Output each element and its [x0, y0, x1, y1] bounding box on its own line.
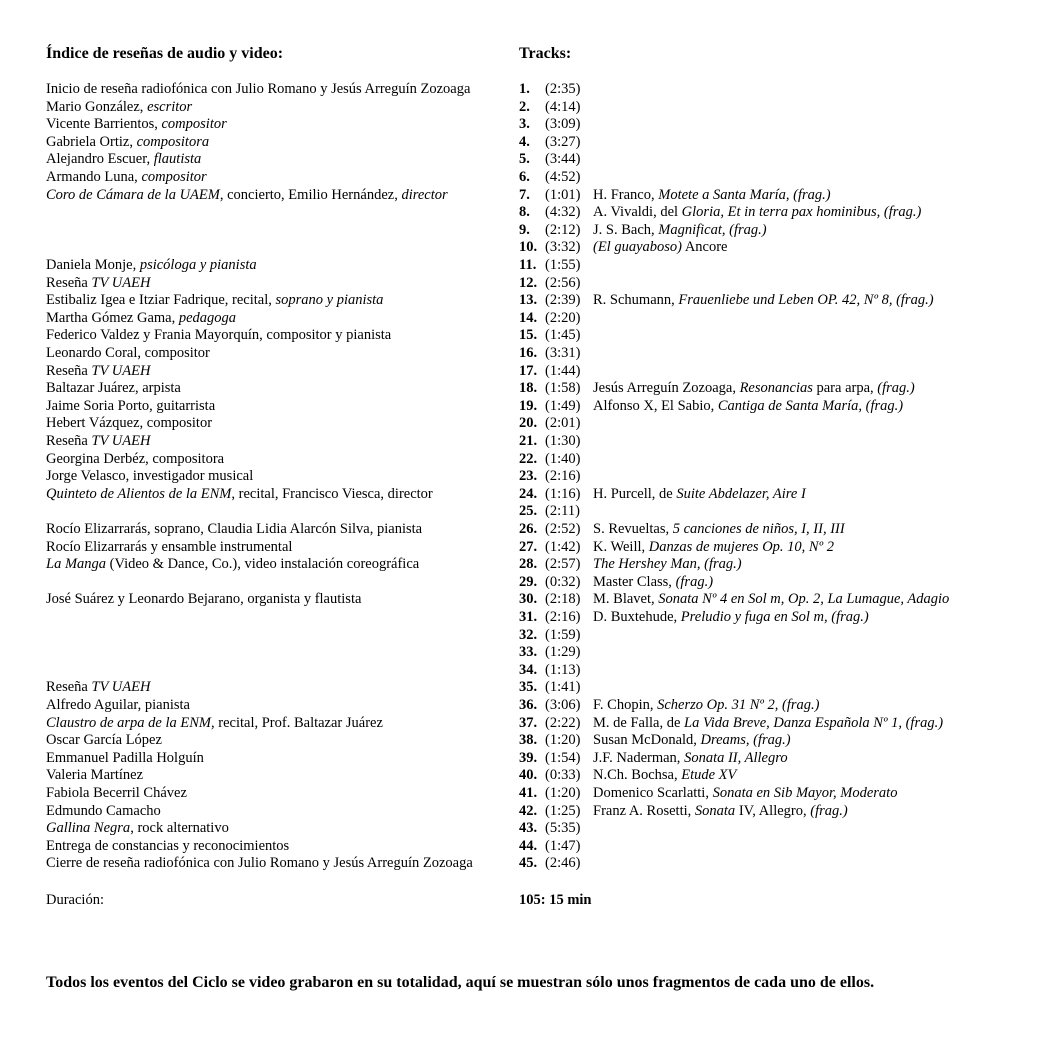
track-row	[0, 627, 1061, 645]
track-description	[46, 169, 207, 187]
track-duration: (1:44)	[545, 362, 581, 379]
track-number: 42.	[519, 802, 538, 819]
track-description	[46, 310, 236, 328]
piece-segment: Dreams, (frag.)	[700, 732, 791, 749]
track-piece	[593, 574, 713, 592]
track-row	[0, 486, 1061, 504]
description-segment: Alejandro Escuer,	[46, 151, 154, 168]
description-segment: compositora	[136, 133, 210, 150]
track-row	[0, 644, 1061, 662]
track-row	[0, 591, 1061, 609]
track-number: 45.	[519, 855, 538, 872]
description-segment: , recital, Prof. Baltazar Juárez	[211, 714, 383, 731]
description-segment: Baltazar Juárez, arpista	[46, 380, 181, 397]
track-piece	[593, 609, 869, 627]
track-row	[0, 187, 1061, 205]
track-piece	[593, 732, 791, 750]
track-duration: (1:59)	[545, 626, 581, 643]
piece-segment: Gloria, Et in terra pax hominibus, (frag.)	[681, 204, 922, 221]
piece-segment: M. Blavet,	[593, 591, 659, 608]
track-number: 12.	[519, 274, 538, 291]
index-heading: Índice de reseñas de audio y video:	[46, 45, 284, 62]
description-segment: Oscar García López	[46, 732, 162, 749]
track-description	[46, 820, 229, 838]
piece-segment: S. Revueltas,	[593, 521, 673, 537]
track-row	[0, 345, 1061, 363]
description-segment: escritor	[147, 98, 193, 115]
track-duration: (2:22)	[545, 714, 581, 731]
description-segment: Valeria Martínez	[46, 767, 144, 784]
track-number: 33.	[519, 644, 538, 661]
track-row	[0, 81, 1061, 99]
track-duration: (3:32)	[545, 239, 581, 256]
track-duration: (4:52)	[545, 169, 581, 185]
track-number: 10.	[519, 239, 538, 256]
piece-segment: (El guayaboso)	[593, 239, 682, 256]
track-number: 44.	[519, 837, 538, 854]
track-duration: (3:31)	[545, 345, 581, 361]
track-number: 18.	[519, 380, 538, 397]
track-description	[46, 134, 209, 152]
track-description	[46, 803, 161, 821]
track-duration: (3:27)	[545, 133, 581, 150]
track-duration: (1:13)	[545, 661, 581, 678]
track-row	[0, 803, 1061, 821]
description-segment: Jaime Soria Porto, guitarrista	[46, 397, 216, 414]
piece-segment: (frag.)	[810, 802, 848, 819]
track-number: 39.	[519, 749, 538, 766]
description-segment: Georgina Derbéz, compositora	[46, 450, 225, 467]
track-row	[0, 556, 1061, 574]
track-piece	[593, 204, 921, 222]
track-description	[46, 99, 192, 117]
track-piece	[593, 486, 806, 504]
description-segment: , recital, Francisco Viesca, director	[231, 485, 433, 502]
track-number: 4.	[519, 133, 530, 150]
track-number: 19.	[519, 397, 538, 414]
description-segment: Armando Luna,	[46, 169, 142, 185]
track-number: 14.	[519, 309, 538, 326]
track-piece	[593, 292, 934, 310]
track-number: 43.	[519, 820, 538, 837]
description-segment: TV UAEH	[91, 679, 151, 696]
piece-segment: Resonancias	[739, 380, 813, 397]
piece-segment: Jesús Arreguín Zozoaga,	[593, 380, 740, 397]
track-number: 22.	[519, 450, 538, 467]
track-description	[46, 855, 473, 873]
track-piece	[593, 767, 736, 785]
track-number: 16.	[519, 345, 538, 361]
track-number: 27.	[519, 538, 538, 555]
track-row	[0, 415, 1061, 433]
piece-segment: Ancore	[682, 239, 728, 256]
track-duration: (1:20)	[545, 732, 581, 749]
track-duration: (2:16)	[545, 609, 581, 625]
track-description	[46, 257, 257, 275]
track-duration: (1:55)	[545, 257, 581, 273]
description-segment: Gabriela Ortiz,	[46, 133, 137, 150]
piece-segment: K. Weill,	[593, 538, 649, 555]
description-segment: Reseña	[46, 433, 92, 449]
description-segment: José Suárez y Leonardo Bejarano, organista y flautista	[46, 591, 362, 608]
track-piece	[593, 785, 897, 803]
piece-segment: J. S. Bach,	[593, 221, 659, 238]
description-segment: Coro de Cámara de la UAEM	[46, 186, 220, 203]
piece-segment: Sonata en Sib Mayor, Moderato	[712, 785, 898, 801]
track-row	[0, 609, 1061, 627]
track-duration: (3:06)	[545, 697, 581, 713]
piece-segment: F. Chopin,	[593, 697, 658, 713]
track-piece	[593, 521, 845, 539]
description-segment: Entrega de constancias y reconocimientos	[46, 837, 290, 854]
description-segment: Jorge Velasco, investigador musical	[46, 468, 254, 485]
track-description	[46, 187, 448, 205]
piece-segment: R. Schumann,	[593, 292, 679, 309]
track-row	[0, 838, 1061, 856]
track-number: 36.	[519, 697, 538, 713]
track-duration: (1:40)	[545, 450, 581, 467]
track-piece	[593, 222, 767, 240]
piece-segment: 5 canciones de niños, I, II, III	[672, 521, 845, 537]
track-description	[46, 838, 289, 856]
description-segment: Alfredo Aguilar, pianista	[46, 697, 190, 713]
track-number: 23.	[519, 468, 538, 485]
track-row	[0, 820, 1061, 838]
track-number: 2.	[519, 98, 530, 115]
track-description	[46, 398, 215, 416]
piece-segment: Danzas de mujeres Op. 10, Nº 2	[648, 538, 834, 555]
track-number: 21.	[519, 433, 538, 449]
piece-segment: Motete a Santa María, (frag.)	[658, 186, 831, 203]
track-duration: (1:58)	[545, 380, 581, 397]
track-description	[46, 486, 433, 504]
track-row	[0, 398, 1061, 416]
description-segment: (Video & Dance, Co.), video instalación coreográfica	[106, 556, 420, 573]
track-number: 7.	[519, 186, 530, 203]
description-segment: Estibaliz Igea e Itziar Fadrique, recital,	[46, 292, 276, 309]
track-number: 34.	[519, 661, 538, 678]
piece-segment: A. Vivaldi, del	[593, 204, 682, 221]
track-duration: (3:09)	[545, 116, 581, 133]
track-number: 15.	[519, 327, 538, 344]
track-duration: (1:41)	[545, 679, 581, 696]
track-duration: (1:20)	[545, 785, 581, 801]
piece-segment: Preludio y fuga en Sol m, (frag.)	[680, 609, 869, 625]
track-description	[46, 275, 150, 293]
piece-segment: Alfonso X, El Sabio,	[593, 397, 718, 414]
track-description	[46, 539, 292, 557]
track-description	[46, 380, 181, 398]
description-segment: Vicente Barrientos,	[46, 116, 162, 133]
description-segment: Daniela Monje,	[46, 257, 140, 273]
duration-label: Duración:	[46, 892, 104, 908]
track-row	[0, 116, 1061, 134]
track-duration: (4:14)	[545, 98, 581, 115]
track-row	[0, 732, 1061, 750]
track-number: 40.	[519, 767, 538, 784]
track-number: 3.	[519, 116, 530, 133]
track-piece	[593, 556, 742, 574]
track-description	[46, 327, 391, 345]
track-number: 20.	[519, 415, 538, 432]
track-description	[46, 433, 150, 451]
description-segment: Claustro de arpa de la ENM	[46, 714, 212, 731]
track-duration: (2:01)	[545, 415, 581, 432]
description-segment: Emmanuel Padilla Holguín	[46, 749, 204, 766]
track-description	[46, 785, 187, 803]
track-description	[46, 591, 361, 609]
track-piece	[593, 697, 819, 715]
track-row	[0, 380, 1061, 398]
track-description	[46, 151, 201, 169]
track-row	[0, 679, 1061, 697]
track-description	[46, 679, 150, 697]
piece-segment: Franz A. Rosetti,	[593, 802, 695, 819]
track-duration: (1:47)	[545, 837, 581, 854]
track-duration: (2:20)	[545, 309, 581, 326]
piece-segment: Suite Abdelazer, Aire I	[676, 485, 806, 502]
description-segment: TV UAEH	[91, 274, 151, 291]
track-number: 24.	[519, 485, 538, 502]
track-row	[0, 503, 1061, 521]
description-segment: Rocío Elizarrarás, soprano, Claudia Lidia Alarcón Silva, pianista	[46, 521, 423, 537]
track-number: 5.	[519, 151, 530, 168]
track-piece	[593, 398, 903, 416]
description-segment: Reseña	[46, 362, 92, 379]
piece-segment: The Hershey Man, (frag.)	[593, 556, 742, 573]
description-segment: Fabiola Becerril Chávez	[46, 785, 187, 801]
piece-segment: (frag.)	[877, 380, 915, 397]
track-description	[46, 468, 253, 486]
track-duration: (0:33)	[545, 767, 581, 784]
track-row	[0, 363, 1061, 381]
track-piece	[593, 380, 915, 398]
track-duration: (1:01)	[545, 186, 581, 203]
description-segment: Federico Valdez y Frania Mayorquín, compositor y pianista	[46, 327, 392, 344]
track-piece	[593, 539, 834, 557]
track-duration: (1:16)	[545, 485, 581, 502]
description-segment: Edmundo Camacho	[46, 802, 161, 819]
track-description	[46, 556, 419, 574]
track-piece	[593, 803, 848, 821]
track-number: 35.	[519, 679, 538, 696]
track-row	[0, 151, 1061, 169]
track-number: 9.	[519, 221, 530, 238]
description-segment: Gallina Negra	[46, 820, 131, 837]
piece-segment: Magnificat, (frag.)	[658, 221, 767, 238]
track-number: 29.	[519, 573, 538, 590]
track-description	[46, 116, 227, 134]
track-row	[0, 662, 1061, 680]
description-segment: TV UAEH	[91, 433, 151, 449]
piece-segment: N.Ch. Bochsa,	[593, 767, 682, 784]
track-duration: (5:35)	[545, 820, 581, 837]
track-description	[46, 732, 162, 750]
track-row	[0, 697, 1061, 715]
description-segment: compositor	[141, 169, 207, 185]
description-segment: flautista	[153, 151, 202, 168]
track-piece	[593, 750, 788, 768]
track-row	[0, 750, 1061, 768]
track-number: 41.	[519, 785, 538, 801]
track-number: 30.	[519, 591, 538, 608]
track-description	[46, 767, 143, 785]
track-number: 37.	[519, 714, 538, 731]
track-row	[0, 99, 1061, 117]
piece-segment: IV, Allegro,	[735, 802, 811, 819]
track-description	[46, 697, 190, 715]
track-duration: (1:29)	[545, 644, 581, 661]
track-row	[0, 715, 1061, 733]
track-number: 38.	[519, 732, 538, 749]
description-segment: Reseña	[46, 679, 92, 696]
duration-value: 105: 15 min	[519, 892, 592, 908]
track-number: 31.	[519, 609, 538, 625]
track-row	[0, 574, 1061, 592]
piece-segment: Susan McDonald,	[593, 732, 701, 749]
track-row	[0, 451, 1061, 469]
description-segment: pedagoga	[178, 309, 237, 326]
description-segment: Inicio de reseña radiofónica con Julio Romano y Jesús Arreguín Zozoaga	[46, 81, 471, 97]
track-duration: (2:12)	[545, 221, 581, 238]
track-duration: (1:30)	[545, 433, 581, 449]
description-segment: TV UAEH	[91, 362, 151, 379]
piece-segment: Cantiga de Santa María, (frag.)	[717, 397, 904, 414]
track-number: 11.	[519, 257, 537, 273]
track-piece	[593, 187, 831, 205]
track-number: 8.	[519, 204, 530, 221]
track-duration: (2:57)	[545, 556, 581, 573]
description-segment: psicóloga y pianista	[139, 257, 257, 273]
track-row	[0, 275, 1061, 293]
piece-segment: H. Franco,	[593, 186, 659, 203]
track-duration: (1:42)	[545, 538, 581, 555]
description-segment: compositor	[161, 116, 227, 133]
track-number: 17.	[519, 362, 538, 379]
track-description	[46, 81, 470, 99]
piece-segment: H. Purcell, de	[593, 485, 677, 502]
track-row	[0, 292, 1061, 310]
piece-segment: La Vida Breve, Danza Española Nº 1, (frag.)	[684, 714, 944, 731]
track-row	[0, 433, 1061, 451]
track-duration: (2:46)	[545, 855, 581, 872]
piece-segment: D. Buxtehude,	[593, 609, 681, 625]
track-row	[0, 222, 1061, 240]
track-duration: (4:32)	[545, 204, 581, 221]
track-row	[0, 539, 1061, 557]
track-description	[46, 521, 422, 539]
piece-segment: Sonata	[694, 802, 736, 819]
footer-note: Todos los eventos del Ciclo se video grabaron en su totalidad, aquí se muestran sólo unos fragmentos de cada uno de ellos.	[46, 974, 875, 991]
description-segment: Leonardo Coral, compositor	[46, 345, 210, 361]
piece-segment: Domenico Scarlatti,	[593, 785, 713, 801]
track-duration: (1:45)	[545, 327, 581, 344]
track-duration: (2:39)	[545, 292, 581, 309]
track-piece	[593, 591, 949, 609]
track-row	[0, 204, 1061, 222]
track-duration: (0:32)	[545, 573, 581, 590]
track-description	[46, 451, 224, 469]
description-segment: Cierre de reseña radiofónica con Julio Romano y Jesús Arreguín Zozoaga	[46, 855, 473, 872]
description-segment: director	[401, 186, 448, 203]
track-row	[0, 134, 1061, 152]
description-segment: Martha Gómez Gama,	[46, 309, 179, 326]
track-number: 26.	[519, 521, 538, 537]
description-segment: soprano y pianista	[275, 292, 384, 309]
track-number: 28.	[519, 556, 538, 573]
track-duration: (2:35)	[545, 81, 581, 97]
track-row	[0, 767, 1061, 785]
track-number: 6.	[519, 169, 530, 185]
track-number: 13.	[519, 292, 538, 309]
track-number: 32.	[519, 626, 538, 643]
description-segment: Hebert Vázquez, compositor	[46, 415, 213, 432]
track-duration: (2:18)	[545, 591, 581, 608]
description-segment: , concierto, Emilio Hernández,	[219, 186, 402, 203]
track-description	[46, 363, 150, 381]
track-row	[0, 257, 1061, 275]
piece-segment: Frauenliebe und Leben OP. 42, Nº 8, (frag.)	[678, 292, 934, 309]
track-description	[46, 715, 383, 733]
description-segment: Mario González,	[46, 98, 148, 115]
piece-segment: J.F. Naderman,	[593, 749, 685, 766]
piece-segment: Master Class,	[593, 573, 676, 590]
track-description	[46, 415, 212, 433]
track-duration: (1:25)	[545, 802, 581, 819]
track-row	[0, 169, 1061, 187]
track-duration: (2:56)	[545, 274, 581, 291]
track-duration: (3:44)	[545, 151, 581, 168]
description-segment: Rocío Elizarrarás y ensamble instrumental	[46, 538, 293, 555]
track-row	[0, 468, 1061, 486]
piece-segment: Sonata Nº 4 en Sol m, Op. 2, La Lumague, Adagio	[658, 591, 950, 608]
piece-segment: Sonata II, Allegro	[684, 749, 788, 766]
track-description	[46, 750, 204, 768]
track-duration: (2:11)	[545, 503, 580, 520]
description-segment: Quinteto de Alientos de la ENM	[46, 485, 232, 502]
track-piece	[593, 715, 943, 733]
piece-segment: para arpa,	[812, 380, 878, 397]
tracks-heading: Tracks:	[519, 45, 572, 62]
track-row	[0, 310, 1061, 328]
description-segment: Reseña	[46, 274, 92, 291]
track-row	[0, 521, 1061, 539]
piece-segment: M. de Falla, de	[593, 714, 685, 731]
piece-segment: (frag.)	[675, 573, 714, 590]
description-segment: , rock alternativo	[130, 820, 229, 837]
track-description	[46, 292, 383, 310]
track-row	[0, 785, 1061, 803]
track-piece	[593, 239, 728, 257]
description-segment: La Manga	[46, 556, 107, 573]
track-duration: (2:52)	[545, 521, 581, 537]
piece-segment: Etude XV	[681, 767, 737, 784]
track-description	[46, 345, 210, 363]
track-number: 1.	[519, 81, 530, 97]
track-row	[0, 239, 1061, 257]
track-duration: (1:49)	[545, 397, 581, 414]
track-duration: (2:16)	[545, 468, 581, 485]
track-row	[0, 327, 1061, 345]
track-duration: (1:54)	[545, 749, 581, 766]
piece-segment: Scherzo Op. 31 Nº 2, (frag.)	[657, 697, 820, 713]
track-number: 25.	[519, 503, 538, 520]
track-row	[0, 855, 1061, 873]
